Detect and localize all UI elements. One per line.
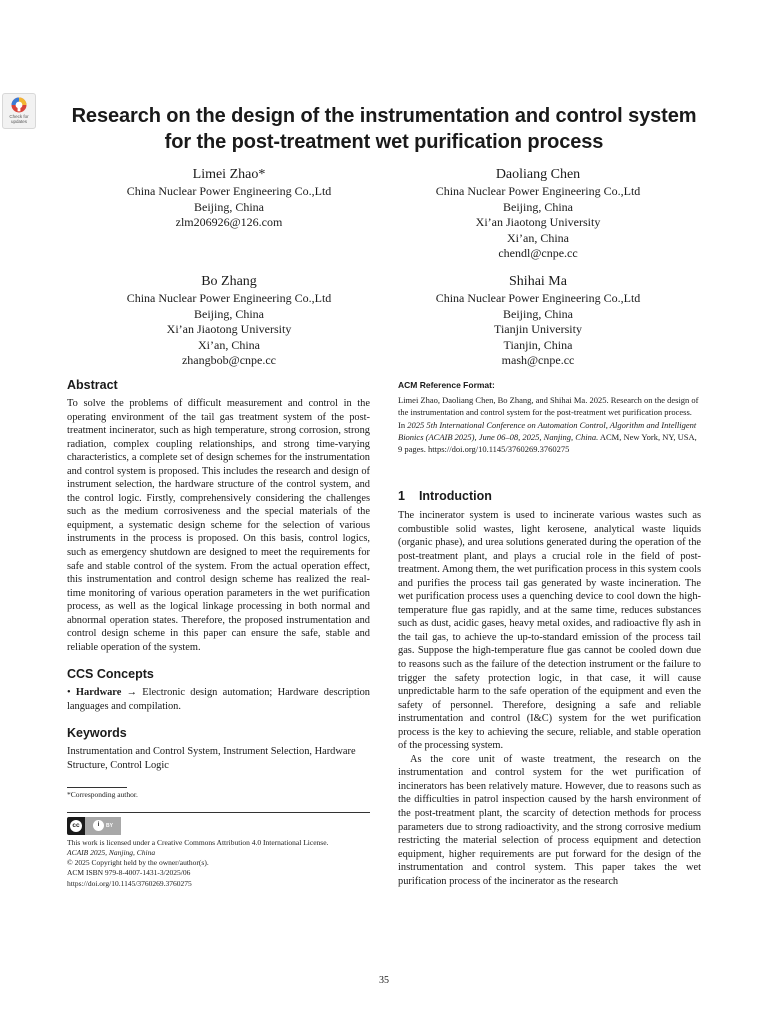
acm-reference-heading: ACM Reference Format: bbox=[398, 380, 495, 390]
introduction-paragraph: The incinerator system is used to incinerate various wastes such as combustible solid wastes, light kerosene, analytical waste liquids (organic phase), and urea solutions generated during the operation of the post-treatment plant, and plays a crucial role in the field of post-treatment. Among them, the wet purification process in this system cools and purifies the process tail gas generated by waste incineration. The wet purification process uses a quenching device to cool down the high-temperature flue gas rapidly, and at the same time, reduces substances such as dust, acidic gases, heavy metal oxides, and radioactive fly ash in the tail gas, to achieve the up-to-standard emission of the process tail gas. Suppose the high-temperature flue gas cannot be cooled down due to reasons such as the failure of the detection instrument or the failure to trigger the safety protection logic, in that case, it will cause unpredictable harm to the safe operation of the equipment and even the safety of personnel. Therefore, designing a safe and reliable instrumentation and control (I&C) system for the wet purification process is the key to achieving the secure, reliable, and stable operation of the processing system. bbox=[398, 510, 702, 752]
acm-reference-venue: 2025 5th International Conference on Automation Control, Algorithm and Intelligent Bionics (ACAIB 2025), June 06–08, 2025, Nanjing, China. bbox=[398, 419, 697, 442]
bullet: • bbox=[67, 687, 71, 699]
acm-reference-publisher: ACM, New York, NY, USA, 9 pages. https://doi.org/10.1145/3760269.3760275 bbox=[398, 431, 697, 455]
acm-reference-section bbox=[398, 380, 701, 455]
author-location: Beijing, China bbox=[194, 306, 264, 321]
conference-venue: ACAIB 2025, Nanjing, China bbox=[67, 847, 156, 857]
author-affiliation: China Nuclear Power Engineering Co.,Ltd bbox=[126, 184, 332, 198]
title-line: Research on the design of the instrumentation and control system bbox=[71, 105, 697, 127]
author-affiliation: China Nuclear Power Engineering Co.,Ltd bbox=[126, 291, 332, 305]
author-email[interactable]: mash@cnpe.cc bbox=[501, 353, 575, 367]
author-block bbox=[378, 166, 698, 262]
left-column bbox=[67, 377, 370, 889]
cc-by-license-icon[interactable] bbox=[67, 817, 121, 835]
author-location: Xi’an, China bbox=[507, 230, 569, 245]
acm-reference-citation: Limei Zhao, Daoliang Chen, Bo Zhang, and Shihai Ma. 2025. Research on the design of the instrumentation and control system for the post-treatment wet purification process. In bbox=[398, 395, 699, 430]
page-number: 35 bbox=[379, 975, 389, 986]
author-affiliation: China Nuclear Power Engineering Co.,Ltd bbox=[435, 291, 641, 305]
ccs-category: Hardware bbox=[75, 687, 122, 699]
crossmark-icon bbox=[10, 96, 28, 114]
arrow-icon: → bbox=[126, 687, 137, 699]
isbn-line: ACM ISBN 979-8-4007-1431-3/2025/06 bbox=[67, 868, 191, 878]
author-location: Xi’an, China bbox=[198, 337, 260, 352]
author-email[interactable]: zhangbob@cnpe.cc bbox=[181, 353, 276, 367]
paper-title bbox=[40, 103, 728, 155]
doi-link[interactable]: https://doi.org/10.1145/3760269.3760275 bbox=[67, 878, 192, 888]
check-for-updates-badge[interactable] bbox=[2, 93, 36, 129]
license-block bbox=[67, 838, 370, 889]
license-divider bbox=[67, 812, 370, 813]
author-location: Beijing, China bbox=[503, 199, 573, 214]
author-email[interactable]: chendl@cnpe.cc bbox=[498, 246, 578, 260]
author-affiliation: China Nuclear Power Engineering Co.,Ltd bbox=[435, 184, 641, 198]
footnote-divider bbox=[67, 787, 127, 788]
ccs-heading: CCS Concepts bbox=[67, 667, 154, 682]
keywords-text: Instrumentation and Control System, Instrument Selection, Hardware Structure, Control Logic bbox=[67, 746, 356, 772]
abstract-heading: Abstract bbox=[67, 378, 118, 392]
author-location: Beijing, China bbox=[194, 199, 264, 214]
author-block bbox=[69, 166, 389, 231]
introduction-paragraph: As the core unit of waste treatment, the research on the instrumentation and control system for the wet purification of incinerators has been relatively mature. However, due to reasons such as the difficulties in patrol inspection caused by the harsh environment of the post-treatment plant, the scarcity of detection methods for process parameters due to strong radioactivity, and the strong corrosive medium restricting the material selection of process equipment and detection equipment, higher requirements are put forward for the design of the instrumentation and control system. This paper takes the wet purification process of the incinerator as the research bbox=[398, 753, 701, 887]
keywords-heading: Keywords bbox=[67, 726, 127, 741]
by-label: BY bbox=[106, 822, 113, 829]
corresponding-author-footnote: *Corresponding author. bbox=[67, 789, 138, 799]
title-line: for the post-treatment wet purification process bbox=[164, 131, 604, 153]
by-icon bbox=[85, 817, 121, 835]
section-number: 1 bbox=[398, 489, 405, 503]
ccs-concepts-section bbox=[67, 666, 370, 713]
author-name: Limei Zhao* bbox=[192, 167, 266, 182]
introduction-heading bbox=[398, 488, 701, 504]
abstract-text: To solve the problems of difficult measurement and control in the operating environment of the tail gas treatment system of the post-treatment incinerator, such as high temperature, strong corrosion, strong radiation, complex coupling relationships, and strong time-varying characteristics, a complete set of design schemes for the instrumentation and control system is proposed. This includes the research and design of instrument selection, the hardware structure of the control system, and the control logic. Firstly, comprehensively considering the challenges such as the medium corrosiveness and the special materials of the equipment, a systematic design scheme for the selection of various instruments in the process is proposed. On this basis, control logics, such as emergency shutdown are designed to meet the requirements for safe and stable control of the system. From the actual operation effect, this instrumentation and control design scheme has realized the real-time monitoring of various operation parameters in the wet purification process, as well as the logical linkage processing in both normal and abnormal operation states. Therefore, the proposed instrumentation and control design scheme in this paper can ensure the safe, stable and reliable operation of the system. bbox=[67, 398, 370, 653]
author-email[interactable]: zlm206926@126.com bbox=[175, 215, 283, 229]
author-block bbox=[69, 273, 389, 369]
license-statement: This work is licensed under a Creative Commons Attribution 4.0 International License. bbox=[67, 837, 329, 847]
author-affiliation: Xi’an Jiaotong University bbox=[166, 322, 292, 336]
copyright-line: © 2025 Copyright held by the owner/author(s). bbox=[67, 858, 209, 868]
author-location: Beijing, China bbox=[503, 306, 573, 321]
ccs-concepts: Electronic design automation; Hardware description languages and compilation. bbox=[67, 687, 370, 712]
cc-icon: cc bbox=[70, 820, 82, 832]
author-block bbox=[378, 273, 698, 369]
attribution-icon: i bbox=[93, 820, 104, 831]
ccs-text bbox=[67, 686, 370, 713]
author-name: Daoliang Chen bbox=[495, 167, 581, 182]
author-name: Bo Zhang bbox=[201, 274, 257, 289]
section-title: Introduction bbox=[418, 489, 492, 503]
introduction-section bbox=[398, 488, 701, 888]
author-name: Shihai Ma bbox=[509, 274, 567, 289]
author-location: Tianjin, China bbox=[503, 337, 573, 352]
badge-label: Check for updates bbox=[9, 114, 29, 124]
author-affiliation: Xi’an Jiaotong University bbox=[475, 215, 601, 229]
keywords-section bbox=[67, 725, 370, 772]
acm-reference-text bbox=[398, 394, 701, 455]
author-affiliation: Tianjin University bbox=[494, 322, 582, 336]
